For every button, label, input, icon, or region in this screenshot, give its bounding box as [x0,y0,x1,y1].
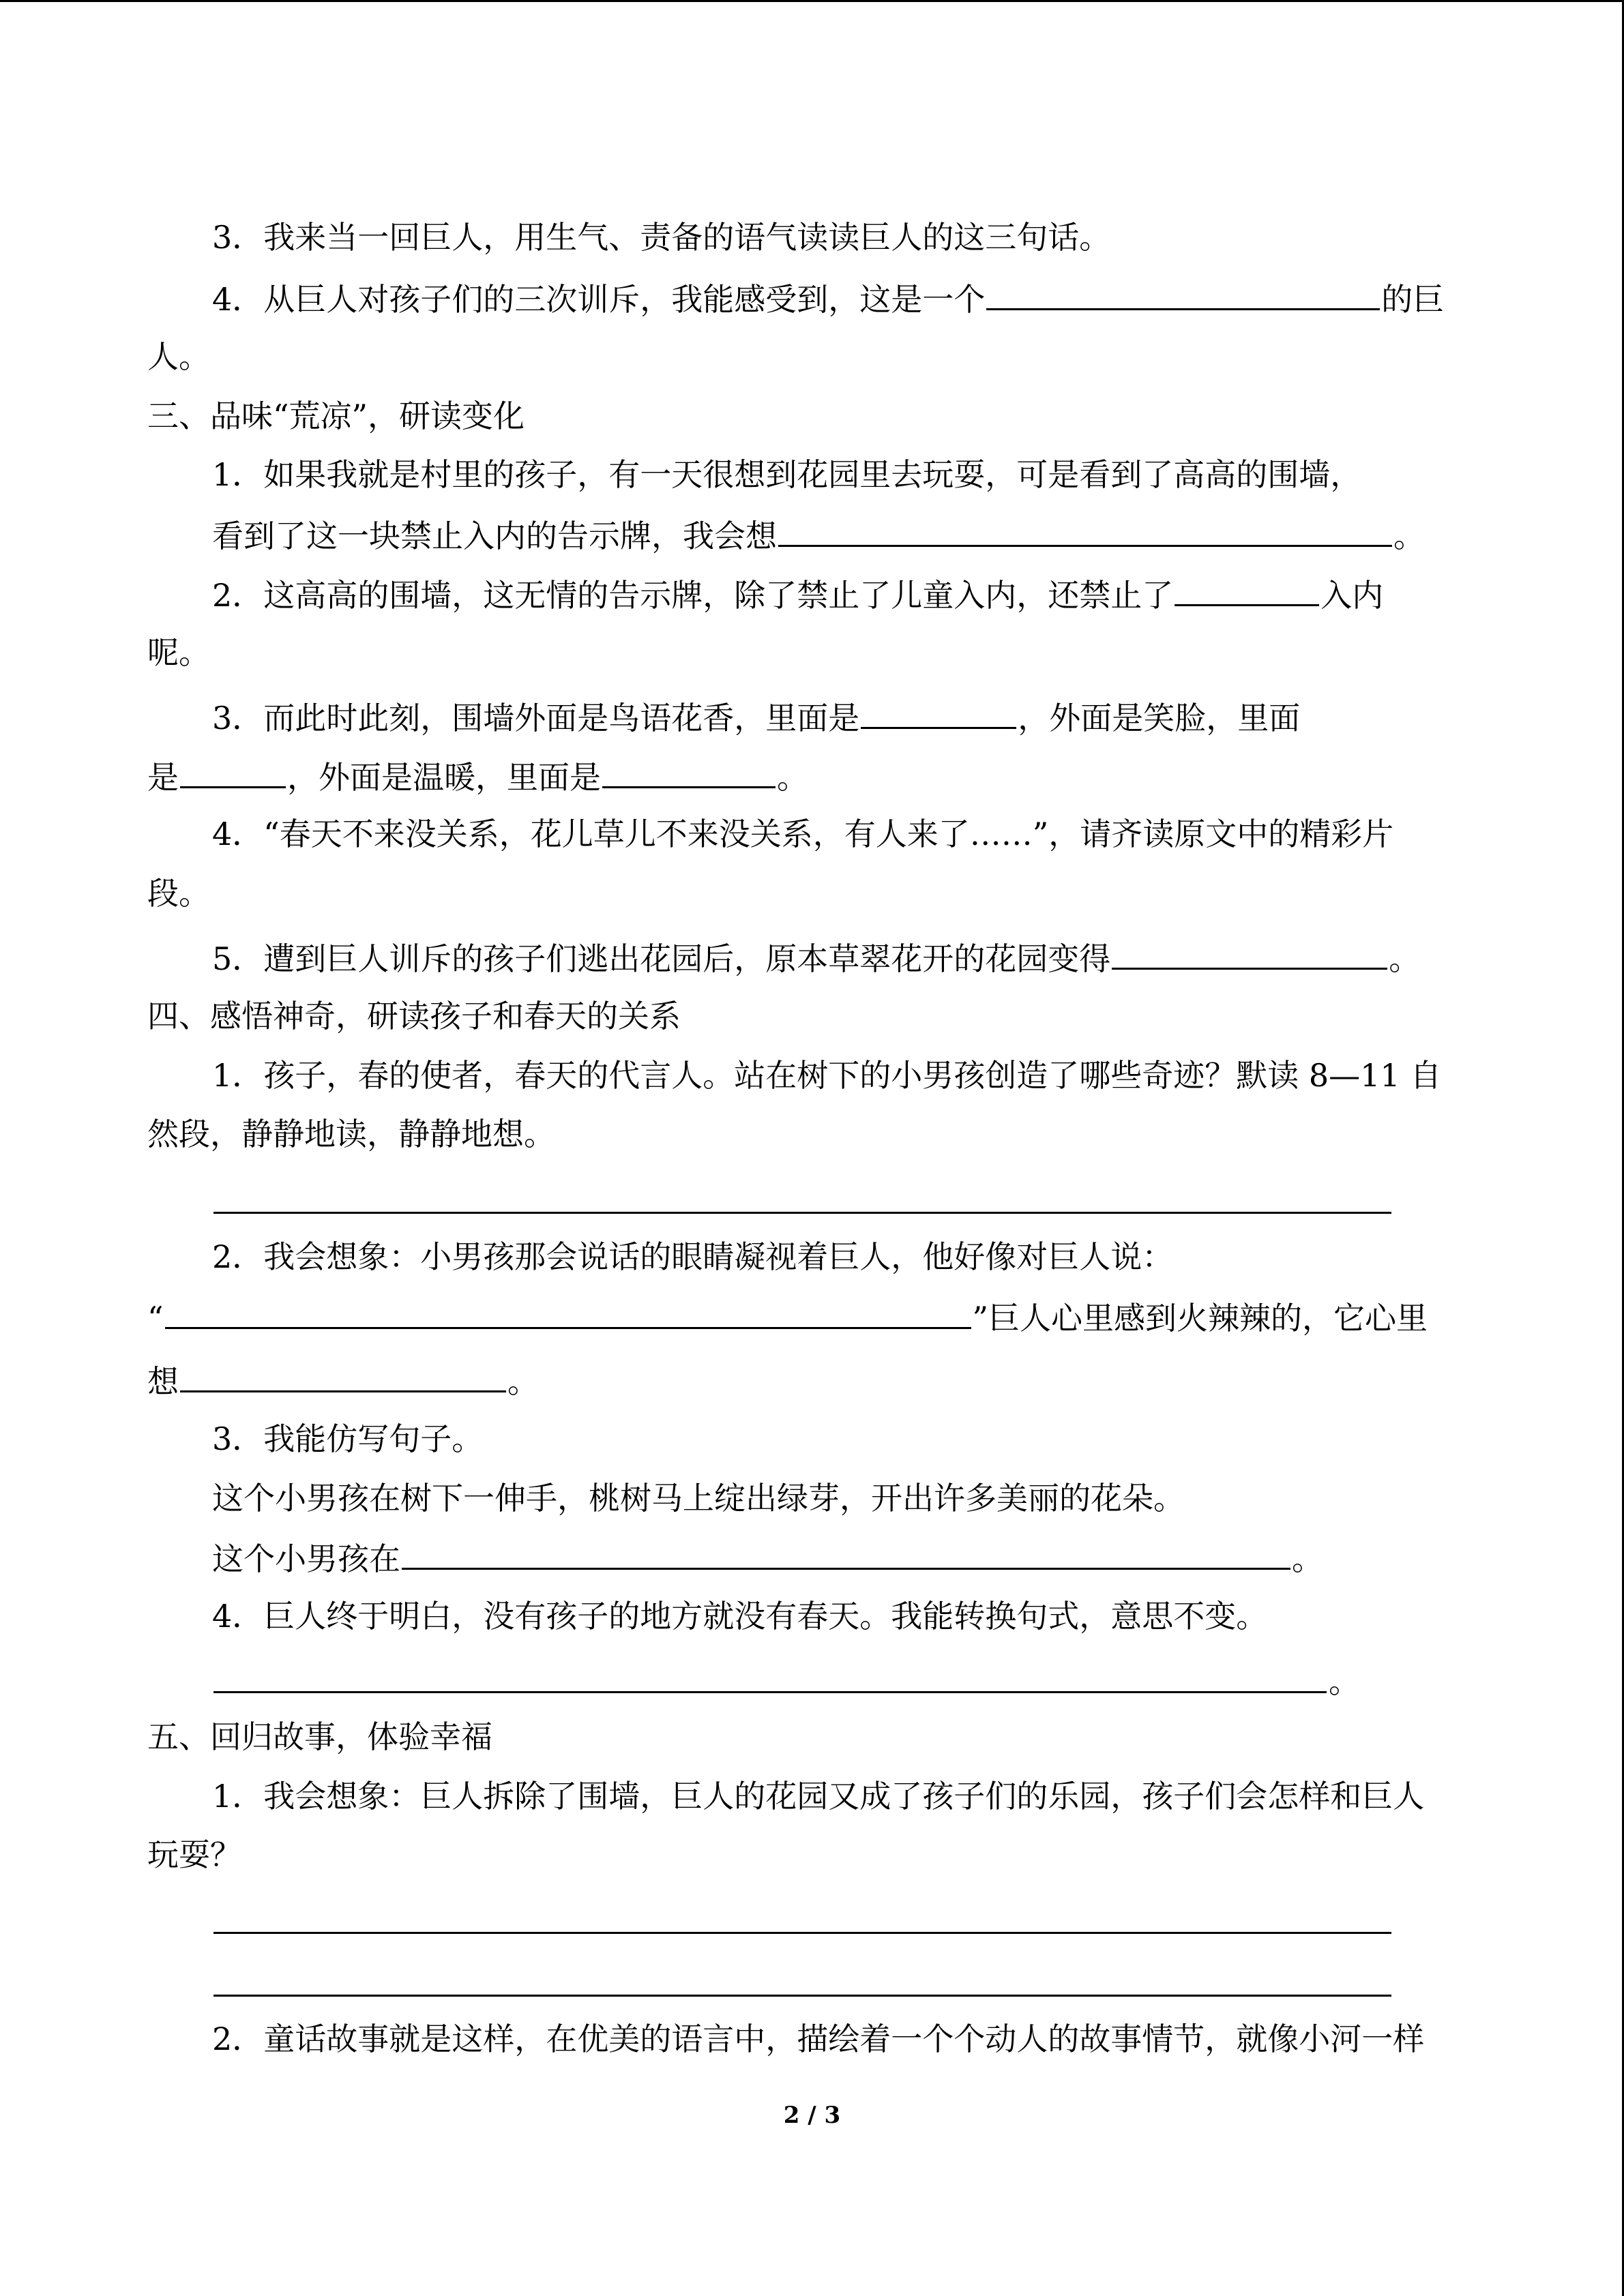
answer-line[interactable] [213,1691,1327,1693]
question-4-2: 2．我会想象：小男孩那会说话的眼睛凝视着巨人，他好像对巨人说： [212,1238,1174,1275]
question-4-1-continued: 然段，静静地读，静静地想。 [147,1116,555,1152]
page-border-top [0,0,1624,2]
question-5-1: 1．我会想象：巨人拆除了围墙，巨人的花园又成了孩子们的乐园，孩子们会怎样和巨人 [212,1778,1425,1815]
question-2-3: 3．我来当一回巨人，用生气、责备的语气读读巨人的这三句话。 [212,219,1111,256]
question-3-1-continued: 看到了这一块禁止入内的告示牌，我会想 。 [212,513,1425,554]
answer-blank[interactable] [180,1359,506,1392]
question-3-3: 3．而此时此刻，围墙外面是鸟语花香，里面是 ，外面是笑脸，里面 [212,696,1300,736]
answer-blank[interactable] [861,696,1016,729]
answer-blank[interactable] [165,1296,971,1329]
section-3-heading: 三、品味“荒凉”，研读变化 [147,398,525,434]
section-5-heading: 五、回归故事，体验幸福 [147,1718,492,1755]
answer-line[interactable] [213,1212,1391,1214]
question-4-2-continued-2: 想 。 [147,1359,539,1400]
question-5-2: 2．童话故事就是这样，在优美的语言中，描绘着一个个动人的故事情节，就像小河一样 [212,2021,1425,2057]
question-3-3-continued: 是 ，外面是温暖，里面是 。 [147,755,808,796]
answer-blank[interactable] [180,755,286,788]
question-4-4: 4．巨人终于明白，没有孩子的地方就没有春天。我能转换句式，意思不变。 [212,1598,1268,1635]
answer-blank[interactable] [986,277,1380,310]
question-3-4-continued: 段。 [147,875,210,912]
answer-blank[interactable] [1112,936,1387,970]
question-3-2-continued: 呢。 [147,634,210,671]
question-3-5: 5．遭到巨人训斥的孩子们逃出花园后，原本草翠花开的花园变得 。 [212,936,1420,977]
answer-line[interactable] [213,1932,1391,1934]
question-4-3: 3．我能仿写句子。 [212,1420,484,1457]
answer-blank[interactable] [1175,573,1319,606]
question-4-4-end: 。 [1329,1663,1360,1700]
question-4-1: 1．孩子，春的使者，春天的代言人。站在树下的小男孩创造了哪些奇迹？默读 8—11 自 [212,1057,1442,1094]
question-2-4-continued: 人。 [147,338,210,375]
question-4-3-answer: 这个小男孩在 。 [212,1536,1323,1577]
question-4-2-continued: “ ”巨人心里感到火辣辣的，它心里 [147,1296,1428,1337]
question-2-4: 4．从巨人对孩子们的三次训斥，我能感受到，这是一个 的巨 [212,277,1444,318]
question-3-1: 1．如果我就是村里的孩子，有一天很想到花园里去玩耍，可是看到了高高的围墙， [212,456,1362,493]
page-number: 2 / 3 [783,2102,841,2129]
answer-line[interactable] [213,1995,1391,1997]
answer-blank[interactable] [778,513,1392,547]
answer-blank[interactable] [602,755,776,788]
question-5-1-continued: 玩耍？ [147,1836,241,1873]
answer-blank[interactable] [402,1536,1290,1570]
question-3-4: 4．“春天不来没关系，花儿草儿不来没关系，有人来了……”，请齐读原文中的精彩片 [212,816,1394,852]
section-4-heading: 四、感悟神奇，研读孩子和春天的关系 [147,998,681,1034]
question-4-3-example: 这个小男孩在树下一伸手，桃树马上绽出绿芽，开出许多美丽的花朵。 [212,1480,1185,1517]
question-3-2: 2．这高高的围墙，这无情的告示牌，除了禁止了儿童入内，还禁止了 入内 [212,573,1383,614]
